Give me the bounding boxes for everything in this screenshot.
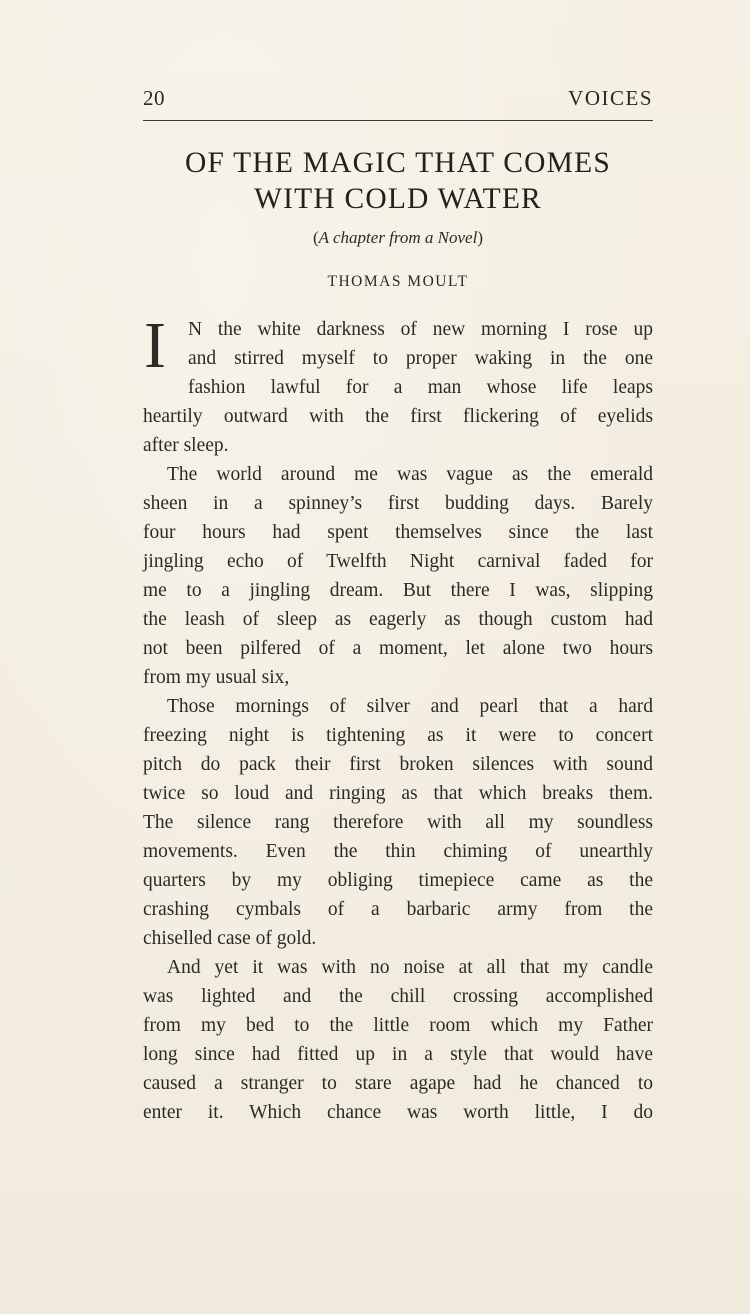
text-line: from my bed to the little room which my Father bbox=[143, 1015, 653, 1036]
header-rule bbox=[143, 120, 653, 121]
title-line-2: WITH COLD WATER bbox=[254, 183, 542, 215]
chapter-subtitle bbox=[143, 228, 653, 248]
body-text bbox=[143, 309, 653, 1127]
text-line: pitch do pack their first broken silences with sound bbox=[143, 754, 653, 775]
text-line: four hours had spent themselves since the last bbox=[143, 522, 653, 543]
text-line: after sleep. bbox=[143, 435, 229, 456]
page-header bbox=[143, 86, 653, 116]
text-line: the leash of sleep as eagerly as though custom had bbox=[143, 609, 653, 630]
text-line: Those mornings of silver and pearl that a hard bbox=[167, 696, 653, 717]
text-line: from my usual six, bbox=[143, 667, 290, 688]
chapter-title bbox=[143, 145, 653, 217]
text-line: chiselled case of gold. bbox=[143, 928, 317, 949]
text-line: And yet it was with no noise at all that my candle bbox=[167, 957, 653, 978]
text-line: caused a stranger to stare agape had he chanced to bbox=[143, 1073, 653, 1094]
text-line: long since had fitted up in a style that would have bbox=[143, 1044, 653, 1065]
subtitle-open-paren: ( bbox=[313, 228, 319, 247]
text-line: enter it. Which chance was worth little, I do bbox=[143, 1102, 653, 1123]
text-line: twice so loud and ringing as that which breaks them. bbox=[143, 783, 653, 804]
text-line: was lighted and the chill crossing accomplished bbox=[143, 986, 653, 1007]
text-line: movements. Even the thin chiming of unearthly bbox=[143, 841, 653, 862]
text-line: not been pilfered of a moment, let alone two hours bbox=[143, 638, 653, 659]
text-line: me to a jingling dream. But there I was, slipping bbox=[143, 580, 653, 601]
running-head: VOICES bbox=[568, 86, 653, 110]
text-line: crashing cymbals of a barbaric army from the bbox=[143, 899, 653, 920]
text-line: The world around me was vague as the emerald bbox=[167, 464, 653, 485]
text-line: freezing night is tightening as it were to concert bbox=[143, 725, 653, 746]
drop-cap: I bbox=[144, 309, 166, 382]
author-name: THOMAS MOULT bbox=[327, 273, 469, 290]
text-line: fashion lawful for a man whose life leaps bbox=[188, 377, 653, 398]
subtitle-text: A chapter from a Novel bbox=[318, 228, 478, 247]
text-line: and stirred myself to proper waking in the one bbox=[188, 348, 653, 369]
text-line: N the white darkness of new morning I rose up bbox=[188, 319, 653, 340]
text-line: quarters by my obliging timepiece came as the bbox=[143, 870, 653, 891]
text-line: heartily outward with the first flickering of eyelids bbox=[143, 406, 653, 427]
page-number: 20 bbox=[143, 86, 165, 110]
title-line-1: OF THE MAGIC THAT COMES bbox=[185, 147, 611, 179]
text-line: jingling echo of Twelfth Night carnival faded for bbox=[143, 551, 653, 572]
subtitle-close-paren: ) bbox=[477, 228, 483, 247]
text-line: sheen in a spinney’s first budding days. Barely bbox=[143, 493, 653, 514]
text-line: The silence rang therefore with all my soundless bbox=[143, 812, 653, 833]
